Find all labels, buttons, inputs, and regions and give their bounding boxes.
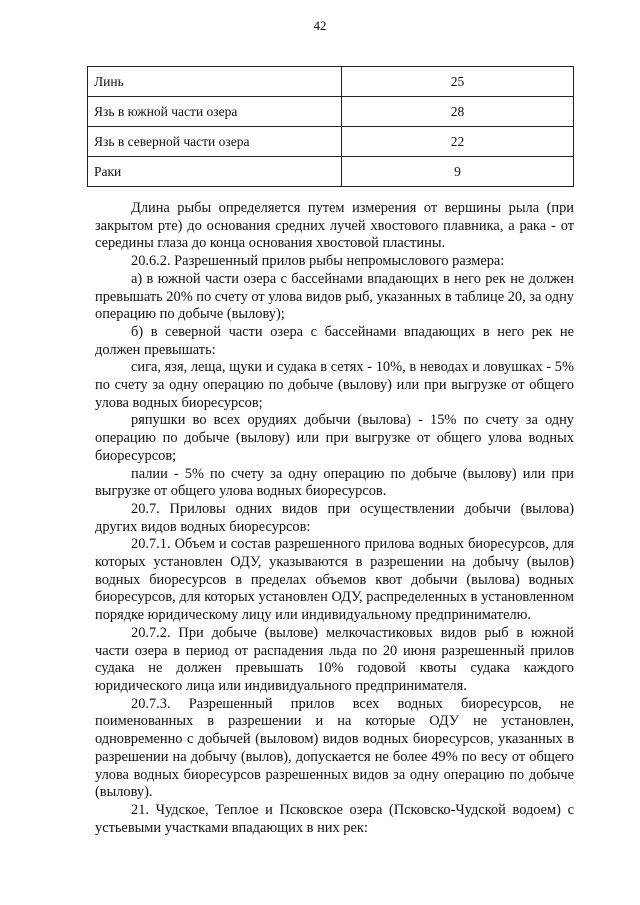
table-row <box>88 67 574 97</box>
table-cell-value: 9 <box>342 157 574 187</box>
paragraph: 20.7. Приловы одних видов при осуществлении добычи (вылова) других видов водных биоресурсов: <box>95 500 574 535</box>
table-row <box>88 97 574 127</box>
table-cell-species: Язь в южной части озера <box>88 97 342 127</box>
document-body <box>95 200 574 837</box>
table-cell-value: 28 <box>342 97 574 127</box>
paragraph: 20.7.3. Разрешенный прилов всех водных биоресурсов, не поименованных в разрешении и на которые ОДУ не установлен, одновременно с добычей (выловом) видов водных биоресурсов, указанных в разрешении на добычу (вылов), допускается не более 49% по весу от общего улова водных биоресурсов разрешенных видов за одну операцию по добыче (вылову). <box>95 695 574 801</box>
paragraph: 21. Чудское, Теплое и Псковское озера (Псковско-Чудской водоем) с устьевыми участками впадающих в них рек: <box>95 801 574 836</box>
table-cell-species: Раки <box>88 157 342 187</box>
paragraph: 20.6.2. Разрешенный прилов рыбы непромыслового размера: <box>131 253 505 270</box>
paragraph: сига, язя, леща, щуки и судака в сетях - 10%, в неводах и ловушках - 5% по счету за одну операцию по добыче (вылову) или при выгрузке от общего улова водных биоресурсов; <box>95 359 574 411</box>
page-number: 42 <box>313 18 327 33</box>
paragraph: а) в южной части озера с бассейнами впадающих в него рек не должен превышать 20% по счету от улова видов рыб, указанных в таблице 20, за одну операцию по добыче (вылову); <box>95 270 574 323</box>
table-cell-species: Линь <box>88 67 342 97</box>
table-cell-species: Язь в северной части озера <box>88 127 342 157</box>
table-row <box>88 127 574 157</box>
paragraph: 20.7.1. Объем и состав разрешенного прилова водных биоресурсов, для которых установлен ОДУ, указываются в разрешении на добычу (вылов) водных биоресурсов в пределах объемов квот добычи (вылова) водных биоресурсов, для которых установлен ОДУ, распределенных в установленном порядке юридическому лицу или индивидуальному предпринимателю. <box>95 536 574 624</box>
paragraph: 20.7.2. При добыче (вылове) мелкочастиковых видов рыб в южной части озера в период от распадения льда по 20 июня разрешенный прилов судака не должен превышать 10% годовой квоты судака каждого юридического лица или индивидуального предпринимателя. <box>95 624 574 694</box>
paragraph: ряпушки во всех орудиях добычи (вылова) - 15% по счету за одну операцию по добыче (вылову) или при выгрузке от общего улова водных биоресурсов; <box>95 412 574 464</box>
paragraph: Длина рыбы определяется путем измерения от вершины рыла (при закрытом рте) до основания средних лучей хвостового плавника, а рака - от середины глаза до конца основания хвостовой пластины. <box>95 200 574 252</box>
size-table <box>87 66 574 187</box>
table-cell-value: 25 <box>342 67 574 97</box>
paragraph: б) в северной части озера с бассейнами впадающих в него рек не должен превышать: <box>95 323 574 358</box>
table-cell-value: 22 <box>342 127 574 157</box>
table-row <box>88 157 574 187</box>
paragraph: палии - 5% по счету за одну операцию по добыче (вылову) или при выгрузке от общего улова водных биоресурсов. <box>95 465 574 500</box>
